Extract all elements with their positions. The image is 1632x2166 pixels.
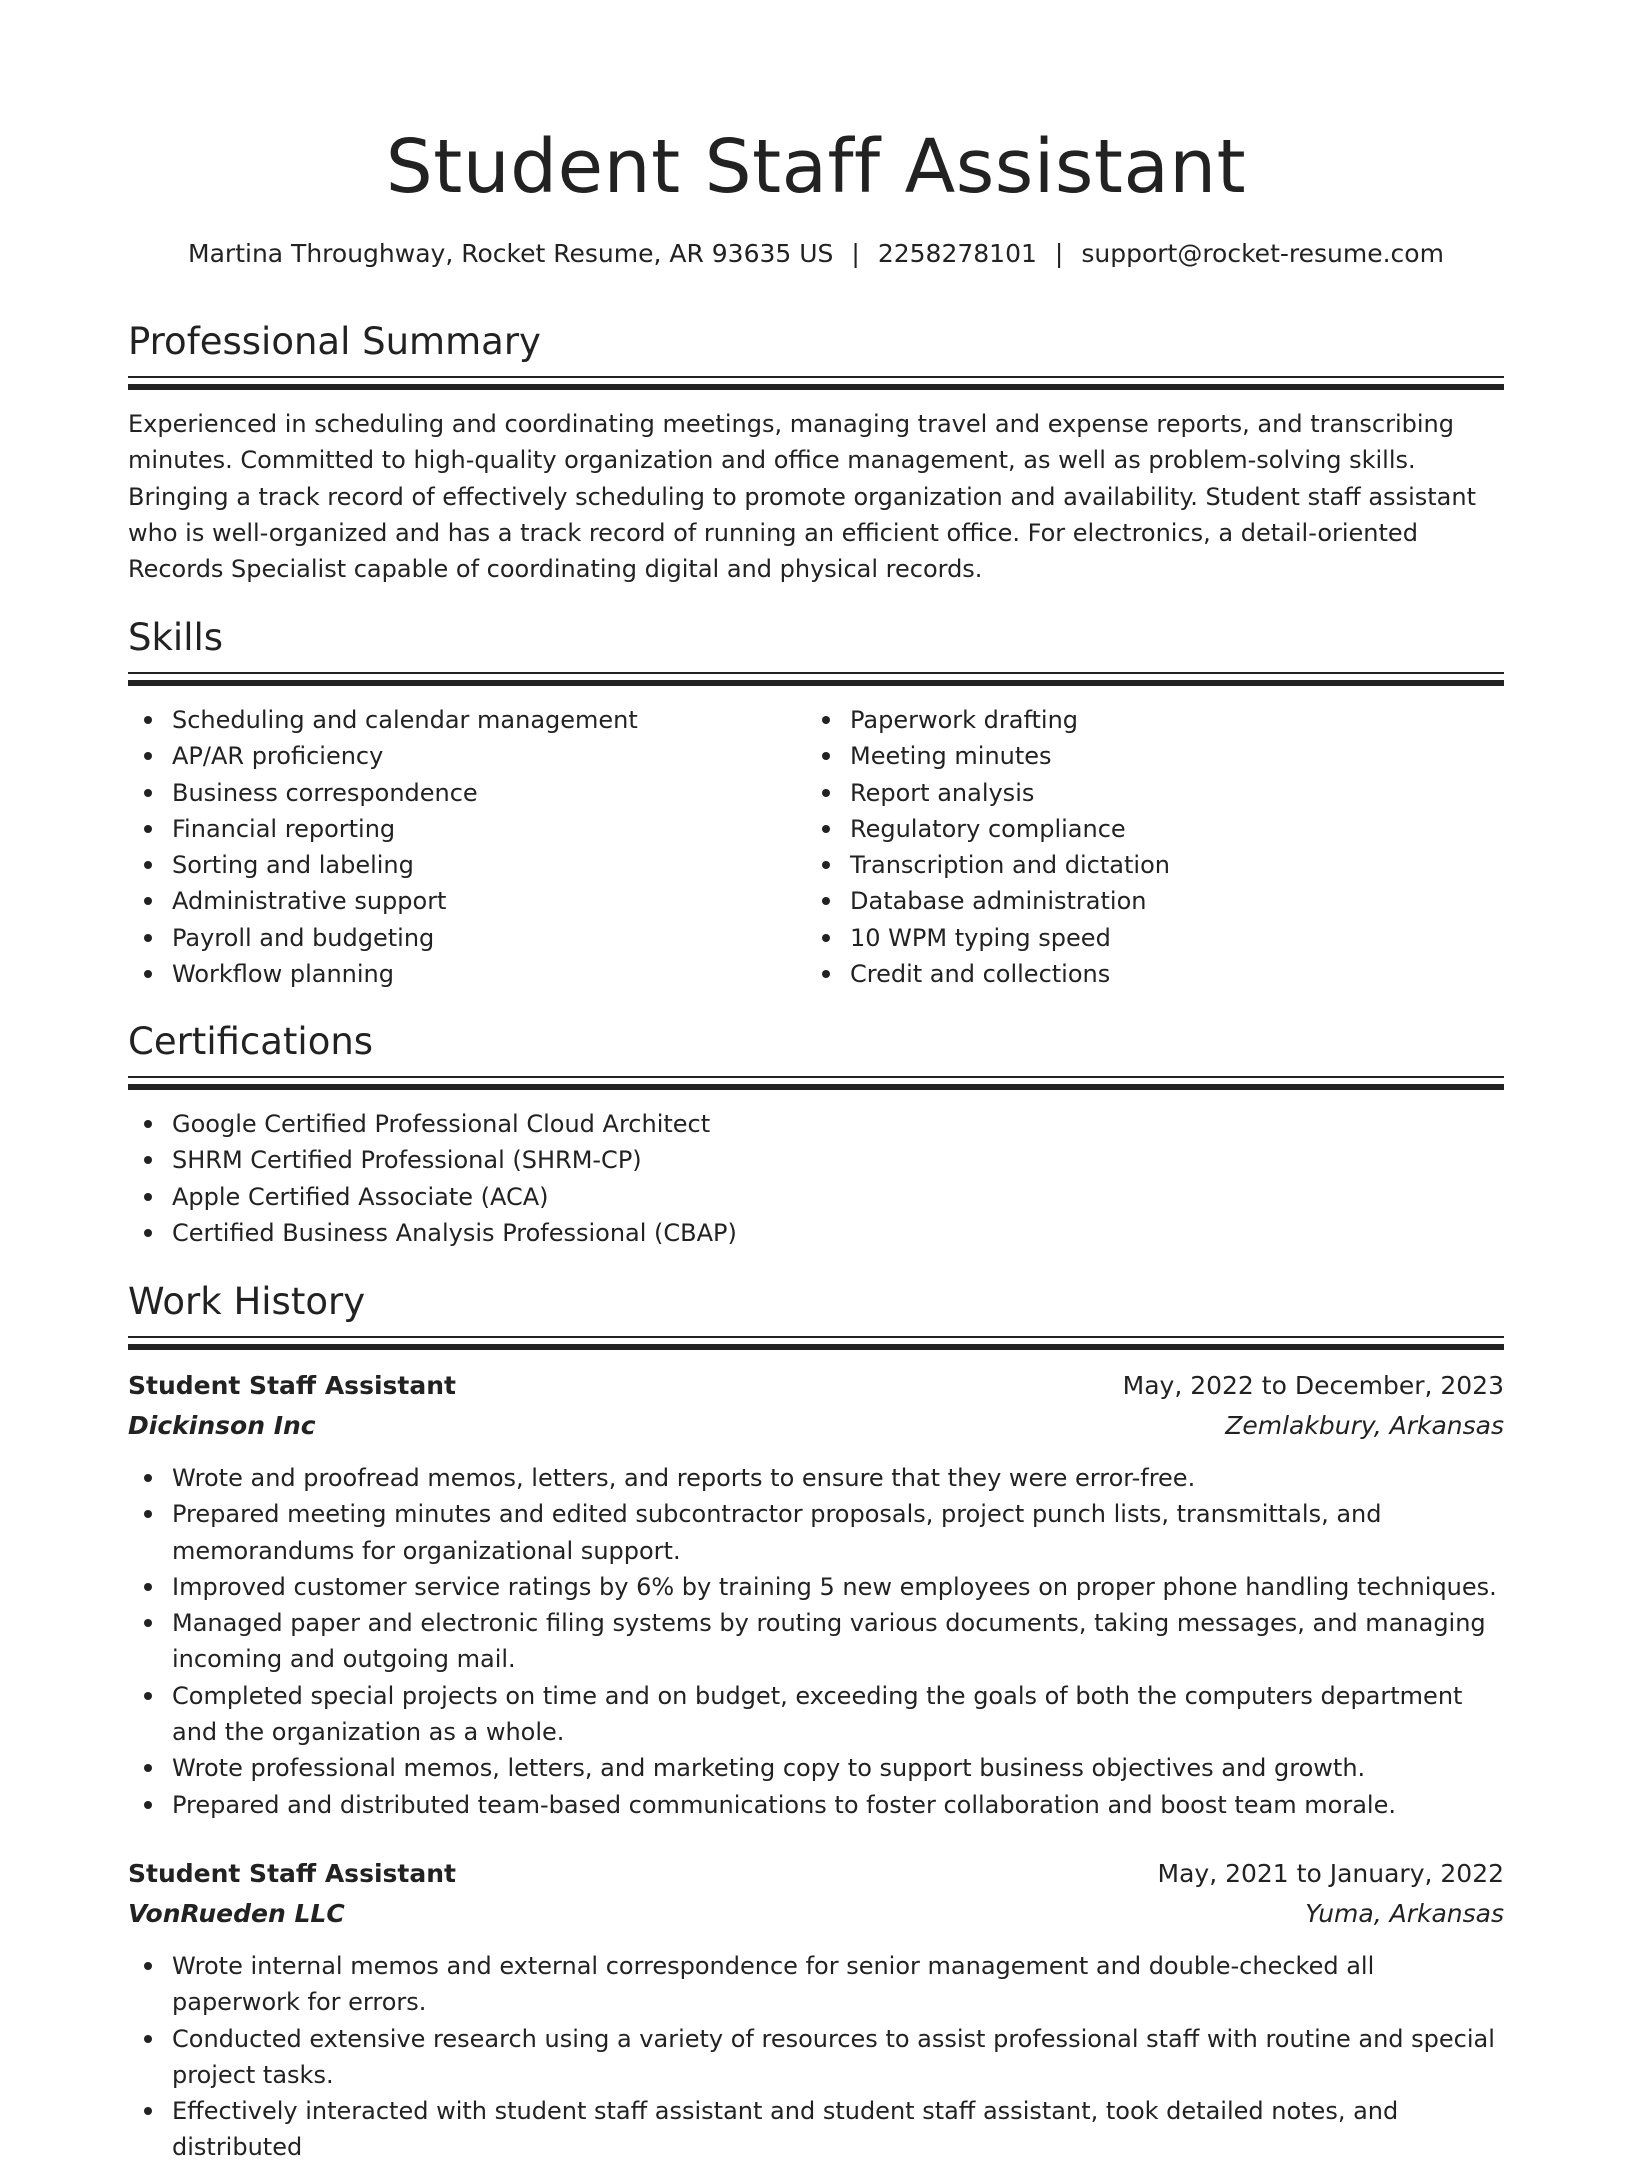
job-company-row bbox=[128, 1406, 1504, 1446]
resume-title: Student Staff Assistant bbox=[385, 124, 1247, 210]
job-title: Student Staff Assistant bbox=[128, 1371, 456, 1400]
job-bullet: Wrote and proofread memos, letters, and reports to ensure that they were error-free. bbox=[172, 1460, 1504, 1496]
skills-list-left bbox=[128, 702, 792, 992]
job-title: Student Staff Assistant bbox=[128, 1859, 456, 1888]
skill-item: Database administration bbox=[850, 883, 1500, 919]
job-bullet: Conducted extensive research using a variety of resources to assist professional staff with routine and special project tasks. bbox=[172, 2021, 1504, 2094]
skill-item: AP/AR proficiency bbox=[172, 738, 792, 774]
skill-item: Payroll and budgeting bbox=[172, 920, 792, 956]
job-bullets bbox=[128, 1948, 1504, 2166]
skill-item: Workflow planning bbox=[172, 956, 792, 992]
certification-item: Google Certified Professional Cloud Architect bbox=[172, 1106, 1504, 1142]
job-company: VonRueden LLC bbox=[128, 1899, 345, 1928]
skill-item: Financial reporting bbox=[172, 811, 792, 847]
contact-line bbox=[128, 234, 1504, 274]
work-section-header bbox=[128, 1278, 1504, 1326]
skill-item: Regulatory compliance bbox=[850, 811, 1500, 847]
skill-item: Administrative support bbox=[172, 883, 792, 919]
contact-separator: | bbox=[1054, 239, 1064, 268]
job-title-row bbox=[128, 1366, 1504, 1406]
certification-item: Certified Business Analysis Professional (CBAP) bbox=[172, 1215, 1504, 1251]
section-divider bbox=[128, 672, 1504, 674]
section-title: Professional Summary bbox=[128, 320, 541, 363]
certification-item: SHRM Certified Professional (SHRM-CP) bbox=[172, 1142, 1504, 1178]
skill-item: Business correspondence bbox=[172, 775, 792, 811]
certifications-section-header bbox=[128, 1018, 1504, 1066]
skill-item: Credit and collections bbox=[850, 956, 1500, 992]
section-divider bbox=[128, 1076, 1504, 1078]
skill-item: Report analysis bbox=[850, 775, 1500, 811]
skills-list-right bbox=[806, 702, 1500, 992]
job-dates: May, 2021 to January, 2022 bbox=[1157, 1859, 1504, 1888]
section-title: Work History bbox=[128, 1280, 366, 1323]
job-title-row bbox=[128, 1854, 1504, 1894]
section-divider bbox=[128, 1084, 1504, 1090]
summary-section-header bbox=[128, 318, 1504, 366]
section-divider bbox=[128, 376, 1504, 378]
job-bullet: Effectively interacted with student staff assistant and student staff assistant, took detailed notes, and distributed bbox=[172, 2093, 1504, 2166]
summary-text: Experienced in scheduling and coordinating meetings, managing travel and expense reports, and transcribing minutes. Committed to high-quality organization and office management, as well as problem-solving skills. Bringing a track record of effectively scheduling to promote organization and availability. Student staff assistant who is well-organized and has a track record of running an efficient office. For electronics, a detail-oriented Records Specialist capable of coordinating digital and physical records. bbox=[128, 410, 1476, 584]
contact-email: support@rocket-resume.com bbox=[1081, 239, 1444, 268]
contact-phone: 2258278101 bbox=[877, 239, 1037, 268]
job-bullet: Managed paper and electronic filing systems by routing various documents, taking messages, and managing incoming and outgoing mail. bbox=[172, 1605, 1504, 1678]
job-location: Zemlakbury, Arkansas bbox=[1225, 1411, 1504, 1440]
contact-separator: | bbox=[851, 239, 860, 268]
section-title: Certifications bbox=[128, 1020, 374, 1063]
skill-item: Sorting and labeling bbox=[172, 847, 792, 883]
job-bullet: Completed special projects on time and on budget, exceeding the goals of both the computers department and the organization as a whole. bbox=[172, 1678, 1504, 1751]
resume-content bbox=[128, 0, 1504, 2162]
job-company: Dickinson Inc bbox=[128, 1411, 316, 1440]
job-bullet: Prepared meeting minutes and edited subcontractor proposals, project punch lists, transmittals, and memorandums for organizational support. bbox=[172, 1496, 1504, 1569]
skill-item: 10 WPM typing speed bbox=[850, 920, 1500, 956]
job-bullet: Wrote internal memos and external correspondence for senior management and double-checked all paperwork for errors. bbox=[172, 1948, 1504, 2021]
contact-address: Martina Throughway, Rocket Resume, AR 93635 US bbox=[188, 239, 834, 268]
job-location: Yuma, Arkansas bbox=[1305, 1899, 1504, 1928]
job-bullet: Prepared and distributed team-based communications to foster collaboration and boost team morale. bbox=[172, 1787, 1504, 1823]
job-bullet: Improved customer service ratings by 6% by training 5 new employees on proper phone handling techniques. bbox=[172, 1569, 1504, 1605]
skill-item: Scheduling and calendar management bbox=[172, 702, 792, 738]
section-title: Skills bbox=[128, 616, 224, 659]
skill-item: Paperwork drafting bbox=[850, 702, 1500, 738]
skills-section-header bbox=[128, 614, 1504, 662]
job-bullets bbox=[128, 1460, 1504, 1823]
skill-item: Transcription and dictation bbox=[850, 847, 1500, 883]
certification-item: Apple Certified Associate (ACA) bbox=[172, 1179, 1504, 1215]
section-divider bbox=[128, 680, 1504, 686]
section-divider bbox=[128, 384, 1504, 390]
section-divider bbox=[128, 1336, 1504, 1338]
job-dates: May, 2022 to December, 2023 bbox=[1122, 1371, 1504, 1400]
skill-item: Meeting minutes bbox=[850, 738, 1500, 774]
section-divider bbox=[128, 1344, 1504, 1350]
certifications-list bbox=[128, 1106, 1504, 1251]
job-bullet: Wrote professional memos, letters, and marketing copy to support business objectives and growth. bbox=[172, 1750, 1504, 1786]
job-company-row bbox=[128, 1894, 1504, 1934]
